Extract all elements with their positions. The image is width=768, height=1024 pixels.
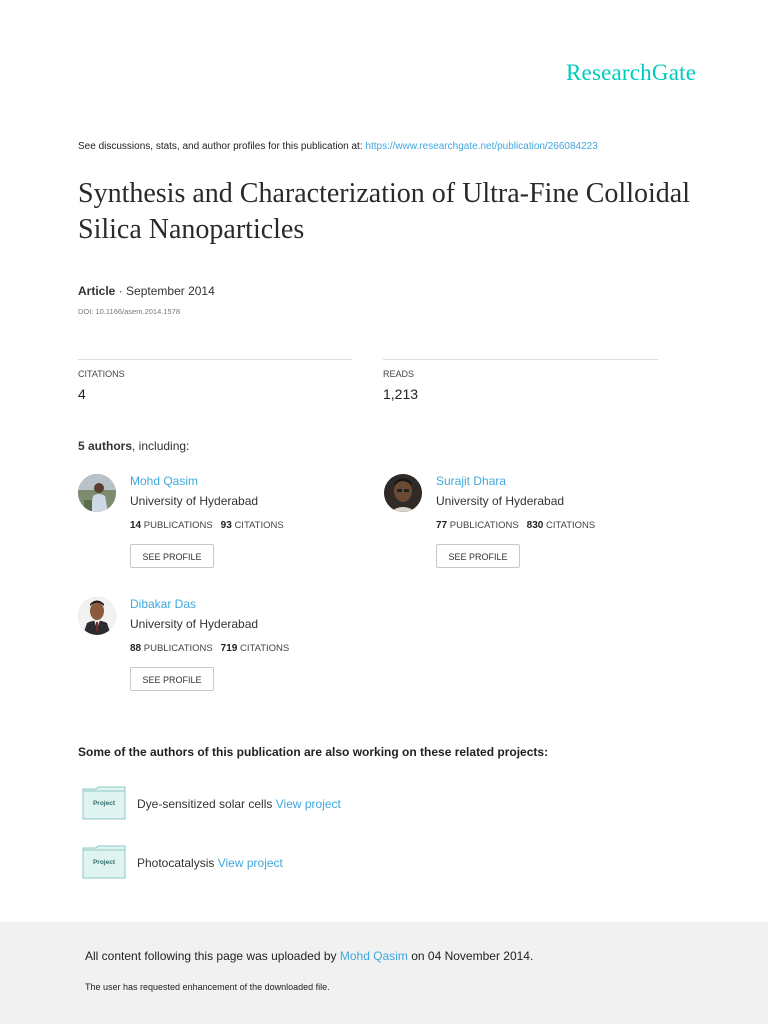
- author-card: [78, 597, 378, 707]
- author-avatar[interactable]: [78, 597, 116, 635]
- publications-label: PUBLICATIONS: [449, 520, 519, 531]
- discussion-prefix: See discussions, stats, and author profiles for this publication at:: [78, 141, 363, 152]
- author-name-link[interactable]: Mohd Qasim: [130, 474, 199, 488]
- author-stats: [130, 520, 284, 531]
- citations-divider: [78, 359, 352, 360]
- view-project-link[interactable]: View project: [275, 797, 341, 811]
- citations-count: 830: [526, 520, 544, 531]
- project-item: [82, 845, 682, 881]
- authors-heading: [78, 439, 189, 453]
- upload-suffix: on 04 November 2014.: [411, 949, 534, 963]
- article-date: · September 2014: [118, 284, 215, 298]
- publications-count: 88: [130, 643, 142, 654]
- see-profile-button[interactable]: SEE PROFILE: [130, 667, 214, 691]
- citations-label: CITATIONS: [78, 369, 125, 379]
- project-title-line: [137, 856, 283, 870]
- see-profile-button[interactable]: SEE PROFILE: [130, 544, 214, 568]
- authors-count: 5 authors: [78, 439, 133, 453]
- reads-value: 1,213: [383, 386, 419, 402]
- related-projects-heading: Some of the authors of this publication are also working on these related projects:: [78, 745, 549, 759]
- author-institution: University of Hyderabad: [130, 617, 259, 631]
- citations-count: 719: [220, 643, 238, 654]
- author-card: [384, 474, 684, 584]
- author-avatar[interactable]: [78, 474, 116, 512]
- publications-label: PUBLICATIONS: [143, 643, 213, 654]
- article-doi: DOI: 10.1166/asem.2014.1578: [78, 307, 181, 316]
- article-type: Article: [78, 284, 116, 298]
- researchgate-logo[interactable]: ResearchGate: [566, 60, 697, 85]
- uploader-link[interactable]: Mohd Qasim: [339, 949, 408, 963]
- publications-count: 77: [436, 520, 448, 531]
- author-institution: University of Hyderabad: [130, 494, 259, 508]
- author-name-link[interactable]: Surajit Dhara: [436, 474, 507, 488]
- enhancement-note: The user has requested enhancement of the downloaded file.: [85, 982, 330, 992]
- project-badge: Project: [92, 800, 116, 807]
- author-avatar[interactable]: [384, 474, 422, 512]
- citations-label: CITATIONS: [234, 520, 284, 531]
- publications-label: PUBLICATIONS: [143, 520, 213, 531]
- publications-count: 14: [130, 520, 142, 531]
- discussion-line: [78, 141, 598, 152]
- author-name-link[interactable]: Dibakar Das: [130, 597, 197, 611]
- publication-url-link[interactable]: https://www.researchgate.net/publication/266084223: [365, 141, 598, 152]
- article-meta: [78, 284, 215, 298]
- author-institution: University of Hyderabad: [436, 494, 565, 508]
- citations-label: CITATIONS: [546, 520, 596, 531]
- project-title: Dye-sensitized solar cells: [137, 797, 273, 811]
- article-title: Synthesis and Characterization of Ultra-Fine Colloidal Silica Nanoparticles: [78, 178, 690, 245]
- project-title: Photocatalysis: [137, 856, 215, 870]
- citations-count: 93: [220, 520, 232, 531]
- reads-divider: [383, 359, 658, 360]
- project-folder-icon: [82, 845, 126, 879]
- project-folder-icon: [82, 786, 126, 820]
- see-profile-button[interactable]: SEE PROFILE: [436, 544, 520, 568]
- authors-suffix: , including:: [132, 439, 190, 453]
- upload-notice: [85, 949, 533, 963]
- citations-label: CITATIONS: [240, 643, 290, 654]
- upload-prefix: All content following this page was uploaded by: [85, 949, 337, 963]
- author-card: [78, 474, 378, 584]
- author-stats: [436, 520, 595, 531]
- footer: [0, 922, 768, 1024]
- reads-label: READS: [383, 369, 415, 379]
- view-project-link[interactable]: View project: [217, 856, 283, 870]
- citations-value: 4: [78, 386, 86, 402]
- project-badge: Project: [92, 859, 116, 866]
- author-stats: [130, 643, 289, 654]
- project-title-line: [137, 797, 341, 811]
- project-item: [82, 786, 682, 822]
